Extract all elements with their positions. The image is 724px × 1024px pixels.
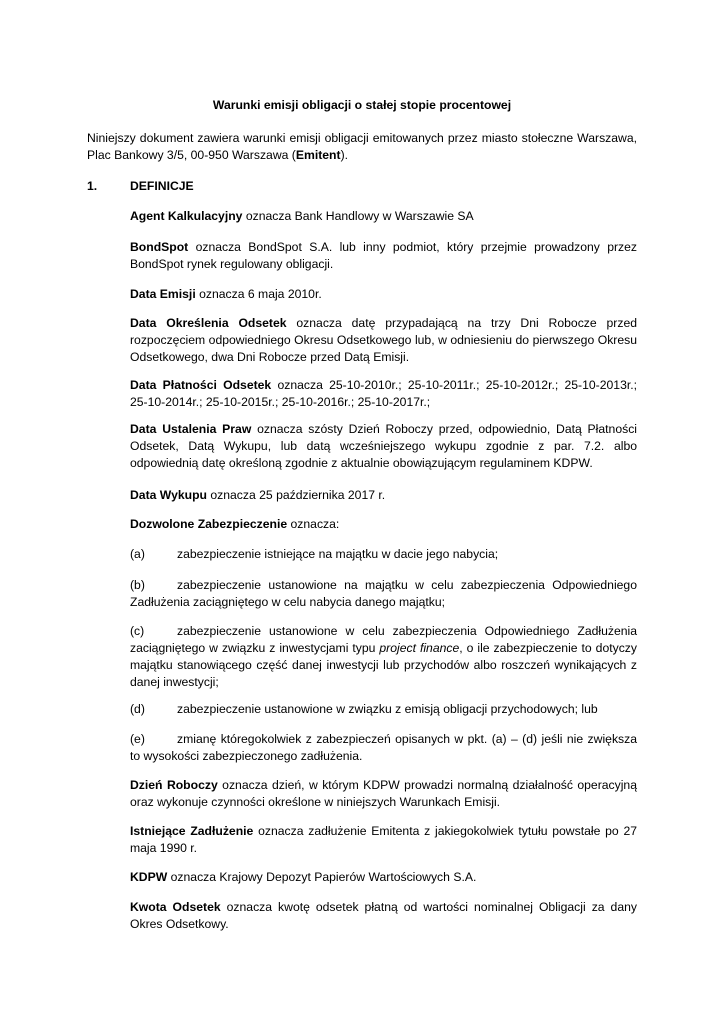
list-item-label: (c) — [130, 624, 145, 638]
document-title: Warunki emisji obligacji o stałej stopie procentowej — [212, 98, 512, 112]
definition-text: oznacza szósty Dzień Roboczy przed, odpowiednio, Datą Płatności Odsetek, Datą Wykupu, lub datą wcześniejszego wykupu zgodnie z par. 7.2. albo odpowiednią datę określoną zgodnie z aktualnie obowiązującym regulaminem KDPW. — [130, 422, 637, 470]
list-item-label: (e) — [130, 732, 145, 746]
list-item-text: zmianę któregokolwiek z zabezpieczeń opisanych w pkt. (a) – (d) jeśli nie zwiększa to wysokości zabezpieczonego zadłużenia. — [130, 732, 637, 763]
definition-text: oznacza Krajowy Depozyt Papierów Wartościowych S.A. — [167, 870, 477, 884]
list-item-text: zabezpieczenie ustanowione w celu zabezpieczenia Odpowiedniego Zadłużenia zaciągniętego w związku z inwestycjami typu — [130, 624, 637, 655]
definition-text: oznacza kwotę odsetek płatną od wartości nominalnej Obligacji za dany Okres Odsetkowy. — [130, 900, 637, 931]
definition-text: oznacza zadłużenie Emitenta z jakiegokolwiek tytułu powstałe po 27 maja 1990 r. — [130, 824, 637, 855]
definition — [130, 286, 637, 303]
section-number: 1. — [87, 179, 98, 193]
definition-text: oznacza Bank Handlowy w Warszawie SA — [242, 209, 474, 223]
definition-text: oznacza: — [287, 517, 340, 531]
definition — [130, 377, 637, 411]
definition — [130, 315, 637, 366]
definition-term: BondSpot — [130, 240, 189, 254]
definition-term: Agent Kalkulacyjny — [130, 209, 243, 223]
list-item-text: zabezpieczenie ustanowione na majątku w celu zabezpieczenia Odpowiedniego Zadłużenia zaciągniętego w celu nabycia danego majątku; — [130, 578, 637, 609]
definition-text: oznacza 25-10-2010r.; 25-10-2011r.; 25-10-2012r.; 25-10-2013r.; 25-10-2014r.; 25-10-2015r.; 25-10-2016r.; 25-10-2017r.; — [130, 378, 637, 409]
definition — [130, 487, 637, 504]
definition-term: KDPW — [130, 870, 168, 884]
definition-term: Dozwolone Zabezpieczenie — [130, 517, 288, 531]
definition-term: Istniejące Zadłużenie — [130, 824, 254, 838]
definition — [130, 208, 637, 225]
list-item-text: zabezpieczenie ustanowione w związku z emisją obligacji przychodowych; lub — [177, 702, 598, 716]
definition — [130, 777, 637, 811]
intro-text-end: ). — [340, 148, 349, 162]
list-item-text-end: , o ile zabezpieczenie to dotyczy majątku stanowiącego część danej inwestycji lub przychodów albo roszczeń wynikających z danej inwestycji; — [130, 641, 637, 689]
intro-emitent: Emitent — [295, 148, 341, 162]
definition-term: Data Ustalenia Praw — [130, 422, 252, 436]
list-item-text: zabezpieczenie istniejące na majątku w dacie jego nabycia; — [177, 547, 499, 561]
list-item-italic: project finance — [379, 641, 460, 655]
definition-text: oznacza 6 maja 2010r. — [195, 287, 322, 301]
definition — [130, 899, 637, 933]
list-item — [130, 731, 637, 765]
list-item — [130, 546, 637, 563]
section-title: DEFINICJE — [130, 179, 194, 193]
definition — [130, 516, 637, 533]
definition — [130, 239, 637, 273]
definition — [130, 823, 637, 857]
list-item — [130, 623, 637, 691]
definition-term: Dzień Roboczy — [130, 778, 218, 792]
definition-term: Data Emisji — [130, 287, 196, 301]
definition — [130, 421, 637, 472]
definition-text: oznacza dzień, w którym KDPW prowadzi normalną działalność operacyjną oraz wykonuje czynności określone w niniejszych Warunkach Emisji. — [130, 778, 637, 809]
definition-term: Data Płatności Odsetek — [130, 378, 272, 392]
definition-text: oznacza 25 października 2017 r. — [206, 488, 386, 502]
list-item-label: (d) — [130, 702, 145, 716]
intro-text: Niniejszy dokument zawiera warunki emisji obligacji emitowanych przez miasto stołeczne Warszawa, Plac Bankowy 3/5, 00-950 Warszawa ( — [87, 131, 637, 162]
definition-text: oznacza datę przypadającą na trzy Dni Robocze przed rozpoczęciem odpowiedniego Okresu Odsetkowego lub, w odniesieniu do pierwszego Okresu Odsetkowego, dwa Dni Robocze przed Datą Emisji. — [130, 316, 637, 364]
intro-paragraph — [87, 130, 637, 164]
list-item — [130, 701, 637, 718]
list-item-label: (a) — [130, 547, 145, 561]
list-item — [130, 577, 637, 611]
definition-term: Data Wykupu — [130, 488, 207, 502]
definition — [130, 869, 637, 886]
definition-text: oznacza BondSpot S.A. lub inny podmiot, który przejmie prowadzony przez BondSpot rynek regulowany obligacji. — [130, 240, 637, 271]
list-item-label: (b) — [130, 578, 145, 592]
definition-term: Kwota Odsetek — [130, 900, 221, 914]
definition-term: Data Określenia Odsetek — [130, 316, 287, 330]
